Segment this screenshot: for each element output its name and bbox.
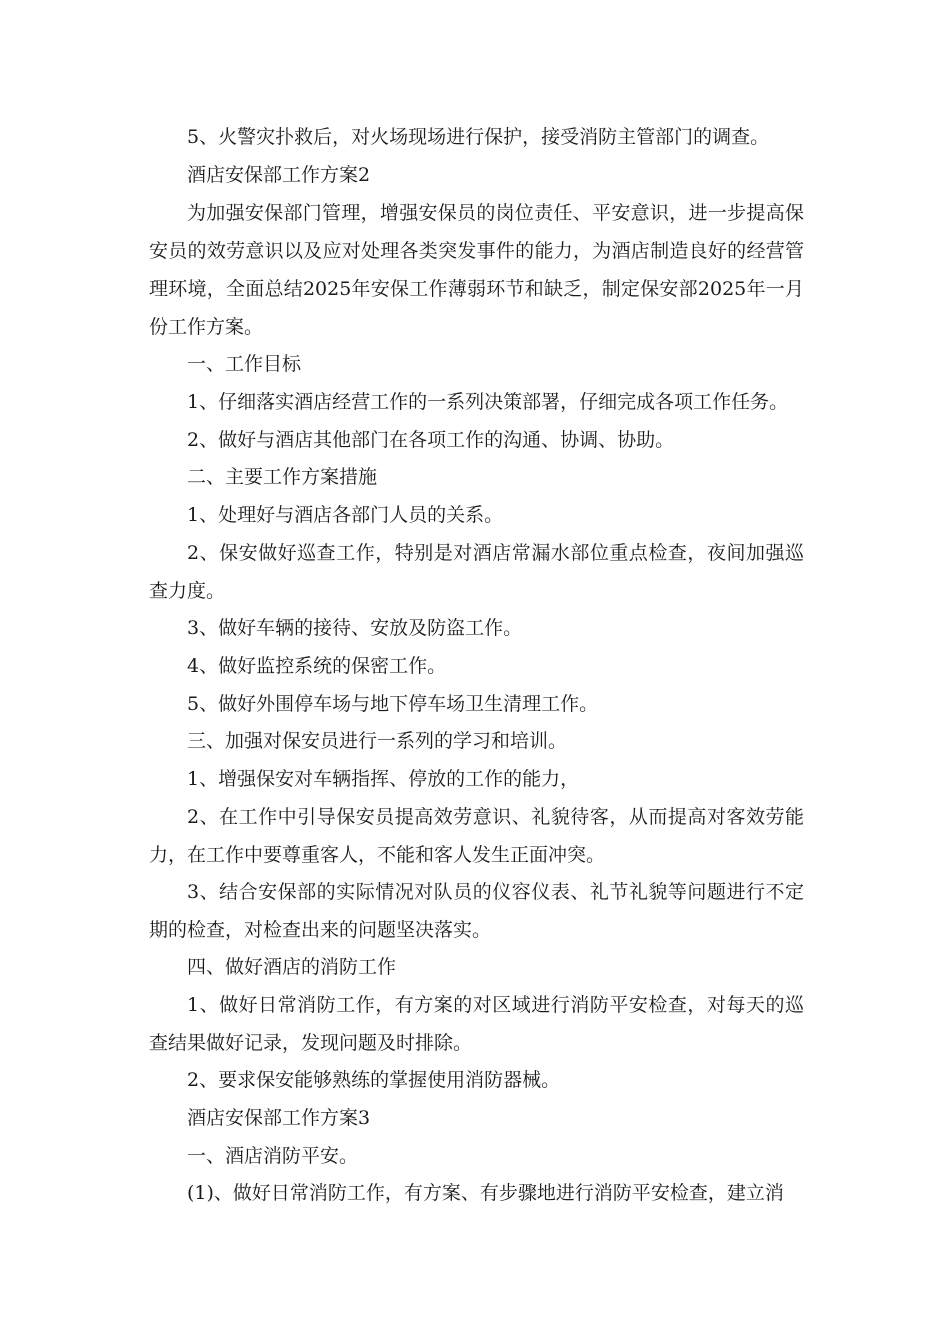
paragraph-measure-2: 2、保安做好巡查工作，特别是对酒店常漏水部位重点检查，夜间加强巡查力度。 <box>149 542 804 602</box>
paragraph-training-2: 2、在工作中引导保安员提高效劳意识、礼貌待客，从而提高对客效劳能力，在工作中要尊重客人，不能和客人发生正面冲突。 <box>149 806 804 866</box>
paragraph-training-1: 1、增强保安对车辆指挥、停放的工作的能力， <box>187 768 580 790</box>
section-heading-plan-2: 酒店安保部工作方案2 <box>187 164 371 186</box>
heading-main-measures: 二、主要工作方案措施 <box>187 466 378 488</box>
heading-work-goals: 一、工作目标 <box>187 353 302 375</box>
section-heading-plan-3: 酒店安保部工作方案3 <box>187 1107 371 1129</box>
paragraph-plan-2-intro: 为加强安保部门管理，增强安保员的岗位责任、平安意识，进一步提高保安员的效劳意识以及应对处理各类突发事件的能力，为酒店制造良好的经营管理环境，全面总结2025年安保工作薄弱环节和缺乏，制定保安部2025年一月份工作方案。 <box>149 202 804 338</box>
paragraph-fire-safety-1: (1)、做好日常消防工作，有方案、有步骤地进行消防平安检查，建立消 <box>187 1182 784 1204</box>
paragraph-fire-work-1: 1、做好日常消防工作，有方案的对区域进行消防平安检查，对每天的巡查结果做好记录，发现问题及时排除。 <box>149 994 804 1054</box>
paragraph-goal-2: 2、做好与酒店其他部门在各项工作的沟通、协调、协助。 <box>187 429 675 451</box>
paragraph-goal-1: 1、仔细落实酒店经营工作的一系列决策部署，仔细完成各项工作任务。 <box>187 391 789 413</box>
heading-hotel-fire-safety: 一、酒店消防平安。 <box>187 1145 359 1167</box>
paragraph-fire-scene-protection: 5、火警灾扑救后，对火场现场进行保护，接受消防主管部门的调查。 <box>187 126 770 148</box>
paragraph-measure-3: 3、做好车辆的接待、安放及防盗工作。 <box>187 617 523 639</box>
heading-training: 三、加强对保安员进行一系列的学习和培训。 <box>187 730 568 752</box>
paragraph-fire-work-2: 2、要求保安能够熟练的掌握使用消防器械。 <box>187 1069 561 1091</box>
paragraph-measure-1: 1、处理好与酒店各部门人员的关系。 <box>187 504 504 526</box>
paragraph-training-3: 3、结合安保部的实际情况对队员的仪容仪表、礼节礼貌等问题进行不定期的检查，对检查出来的问题坚决落实。 <box>149 881 804 941</box>
paragraph-measure-5: 5、做好外围停车场与地下停车场卫生清理工作。 <box>187 693 599 715</box>
paragraph-measure-4: 4、做好监控系统的保密工作。 <box>187 655 447 677</box>
heading-fire-work: 四、做好酒店的消防工作 <box>187 956 397 978</box>
